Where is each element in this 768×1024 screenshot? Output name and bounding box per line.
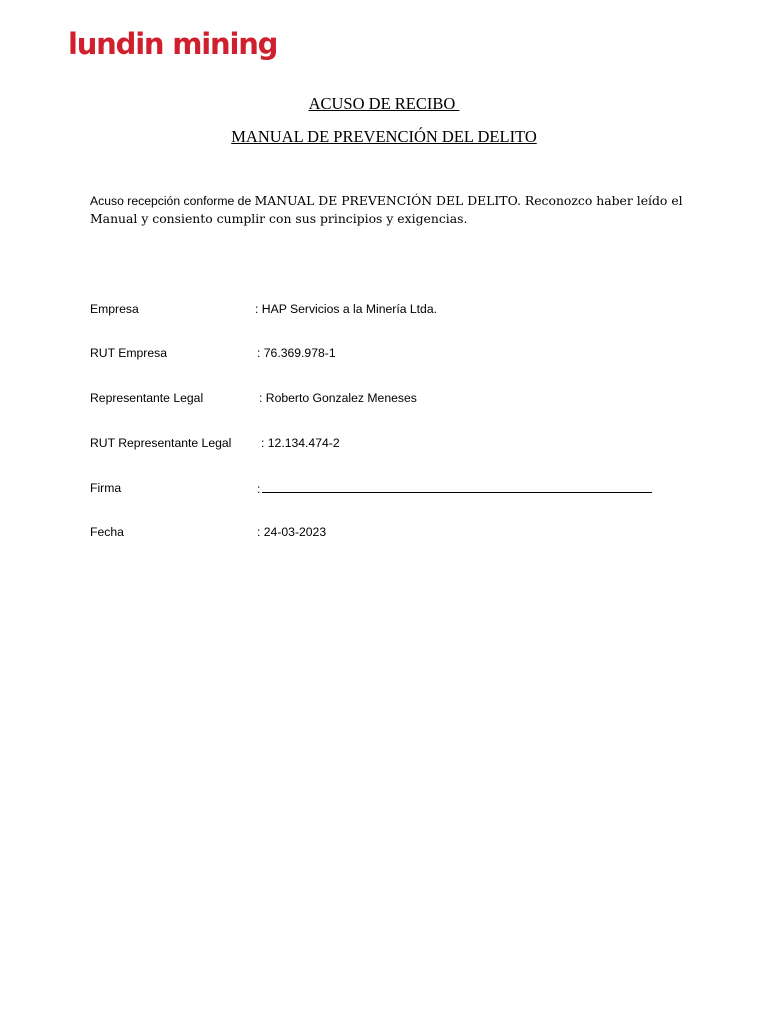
field-label: Representante Legal (90, 391, 204, 405)
field-empresa (0, 300, 768, 318)
document-subtitle: MANUAL DE PREVENCIÓN DEL DELITO (231, 127, 537, 146)
intro-text-start: Acuso recepción conforme de (90, 194, 255, 208)
intro-text-rest: MANUAL DE PREVENCIÓN DEL DELITO. Reconozco haber leído el Manual y consiento cumplir con sus principios y exigencias. (90, 193, 683, 226)
field-value: : HAP Servicios a la Minería Ltda. (255, 302, 437, 316)
field-label: Firma (90, 481, 122, 495)
company-logo: lundin mining (68, 27, 278, 61)
signature-line (262, 479, 652, 493)
field-firma (0, 479, 768, 497)
field-rut-empresa (0, 344, 768, 362)
field-label: RUT Representante Legal (90, 436, 232, 450)
field-value: : 24-03-2023 (257, 525, 327, 539)
field-representante-legal (0, 389, 768, 407)
field-value: : 76.369.978-1 (257, 346, 336, 360)
acknowledgement-paragraph (90, 192, 690, 227)
signature-field (257, 479, 652, 498)
document-title: ACUSO DE RECIBO (308, 94, 460, 113)
field-label: Fecha (90, 525, 124, 539)
field-rut-representante (0, 434, 768, 452)
field-value: : 12.134.474-2 (261, 436, 340, 450)
field-value: : (257, 482, 261, 496)
field-fecha (0, 523, 768, 541)
field-label: RUT Empresa (90, 346, 167, 360)
field-value: : Roberto Gonzalez Meneses (259, 391, 417, 405)
field-label: Empresa (90, 302, 139, 316)
